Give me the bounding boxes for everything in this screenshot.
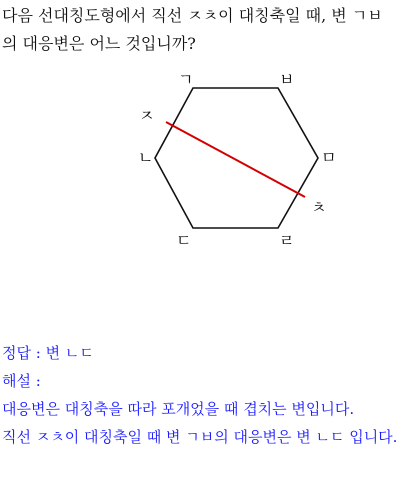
vertex-label-g: ㄱ [178, 70, 194, 89]
explanation-line-1: 대응변은 대칭축을 따라 포개었을 때 겹치는 변입니다. [2, 400, 355, 418]
answer-line: 정답 : 변 ㄴㄷ [2, 344, 94, 362]
symmetry-axis-line [166, 122, 305, 197]
explanation-label: 해설 : [2, 372, 41, 390]
vertex-label-j: ㅈ [139, 106, 155, 125]
hexagon-shape [155, 88, 318, 228]
vertex-label-ch: ㅊ [311, 198, 327, 217]
vertex-label-n: ㄴ [138, 148, 154, 167]
vertex-label-m: ㅁ [321, 148, 337, 167]
vertex-label-d: ㄷ [176, 231, 192, 250]
answer-block [2, 339, 398, 451]
vertex-label-b: ㅂ [279, 70, 295, 89]
explanation-line-2: 직선 ㅈㅊ이 대칭축일 때 변 ㄱㅂ의 대응변은 변 ㄴㄷ 입니다. [2, 428, 398, 446]
vertex-label-r: ㄹ [279, 231, 295, 250]
question-text: 다음 선대칭도형에서 직선 ㅈㅊ이 대칭축일 때, 변 ㄱㅂ의 대응변은 어느 것입니까? [2, 6, 383, 53]
